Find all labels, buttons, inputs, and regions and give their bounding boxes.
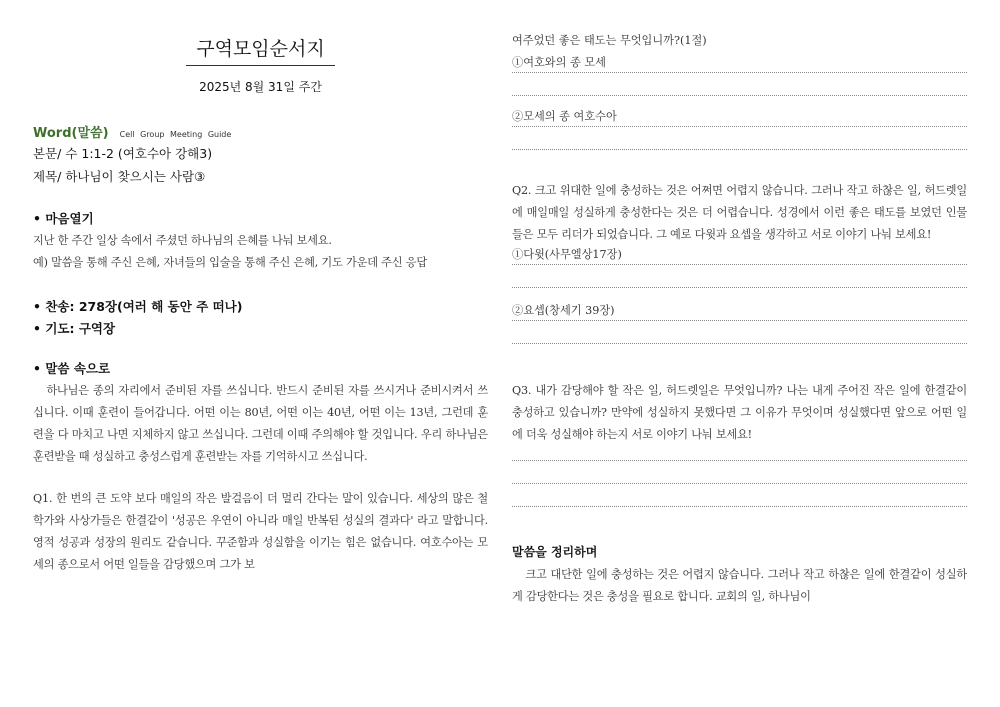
left-column bbox=[33, 0, 488, 576]
into-word-heading: • 말씀 속으로 bbox=[33, 361, 111, 376]
opening-line2: 예) 말씀을 통해 주신 은혜, 자녀들의 입술을 통해 주신 은혜, 기도 가운데 주신 응답 bbox=[33, 256, 427, 269]
prayer-line: • 기도: 구역장 bbox=[33, 321, 116, 336]
q1-answer1-label: ①여호와의 종 모세 bbox=[512, 56, 606, 69]
opening-heading: • 마음열기 bbox=[33, 211, 94, 226]
week-date: 2025년 8월 31일 주간 bbox=[199, 80, 322, 94]
q2-text: Q2. 크고 위대한 일에 충성하는 것은 어쩌면 어렵지 않습니다. 그러나 작고 하찮은 일, 허드렛일에 매일매일 성실하게 충성한다는 것은 더 어렵습니다. 성경에서 이런 좋은 태도를 보였던 인물들은 모두 리더가 되었습니다. 그 예로 다윗과 요셉을 생각하고 서로 이야기 나눠 보세요! bbox=[512, 184, 967, 241]
topic-line: 제목/ 하나님이 찾으시는 사람③ bbox=[33, 169, 206, 184]
q1-continued: 여주었던 좋은 태도는 무엇입니까?(1절) bbox=[512, 34, 707, 47]
q2-answer1-label: ①다윗(사무엘상17장) bbox=[512, 248, 622, 261]
word-label: Word(말씀) bbox=[33, 126, 109, 141]
q3-text: Q3. 내가 감당해야 할 작은 일, 허드렛일은 무엇입니까? 나는 내게 주어진 작은 일에 한결같이 충성하고 있습니까? 만약에 성실하지 못했다면 그 이유가 무엇이며 성실했다면 앞으로 어떤 일에 더욱 성실해야 하는지 서로 이야기 나눠 보세요! bbox=[512, 384, 967, 441]
q1-answer2-label: ②모세의 종 여호수아 bbox=[512, 110, 617, 123]
opening-line1: 지난 한 주간 일상 속에서 주셨던 하나님의 은혜를 나눠 보세요. bbox=[33, 234, 332, 247]
page-title: 구역모임순서지 bbox=[186, 34, 334, 66]
q2-answer2-label: ②요셉(창세기 39장) bbox=[512, 304, 615, 317]
word-heading bbox=[33, 122, 488, 142]
q1-text: Q1. 한 번의 큰 도약 보다 매일의 작은 발걸음이 더 멀리 간다는 말이 있습니다. 세상의 많은 철학가와 사상가들은 한결같이 '성공은 우연이 아니라 매일 반복된 성실의 결과다' 라고 말합니다. 영적 성공과 성장의 원리도 같습니다. 꾸준함과 성실함을 이기는 힘은 없습니다. 여호수아는 모세의 종으로서 어떤 일들을 감당했으며 그가 보 bbox=[33, 492, 488, 571]
right-column bbox=[512, 0, 967, 608]
scripture-line: 본문/ 수 1:1-2 (여호수아 강해3) bbox=[33, 146, 213, 161]
closing-heading: 말씀을 정리하며 bbox=[512, 545, 598, 559]
hymn-line: • 찬송: 278장(여러 해 동안 주 떠나) bbox=[33, 299, 243, 314]
title-wrap bbox=[33, 34, 488, 66]
closing-text: 크고 대단한 일에 충성하는 것은 어렵지 않습니다. 그러나 작고 하찮은 일에 한결같이 성실하게 감당한다는 것은 충성을 필요로 합니다. 교회의 일, 하나님이 bbox=[512, 568, 967, 603]
into-word-text: 하나님은 종의 자리에서 준비된 자를 쓰십니다. 반드시 준비된 자를 쓰시거나 준비시켜서 쓰십니다. 이때 훈련이 들어갑니다. 어떤 이는 80년, 어떤 이는 40년, 어떤 이는 13년, 그런데 훈련을 다 마치고 나면 지체하지 않고 쓰십니다. 그런데 이때 주의해야 할 것입니다. 우리 하나님은 훈련받을 때 성실하고 충성스럽게 훈련받는 자를 기억하시고 쓰십니다. bbox=[33, 384, 488, 463]
word-subtitle: Cell Group Meeting Guide bbox=[119, 130, 232, 139]
